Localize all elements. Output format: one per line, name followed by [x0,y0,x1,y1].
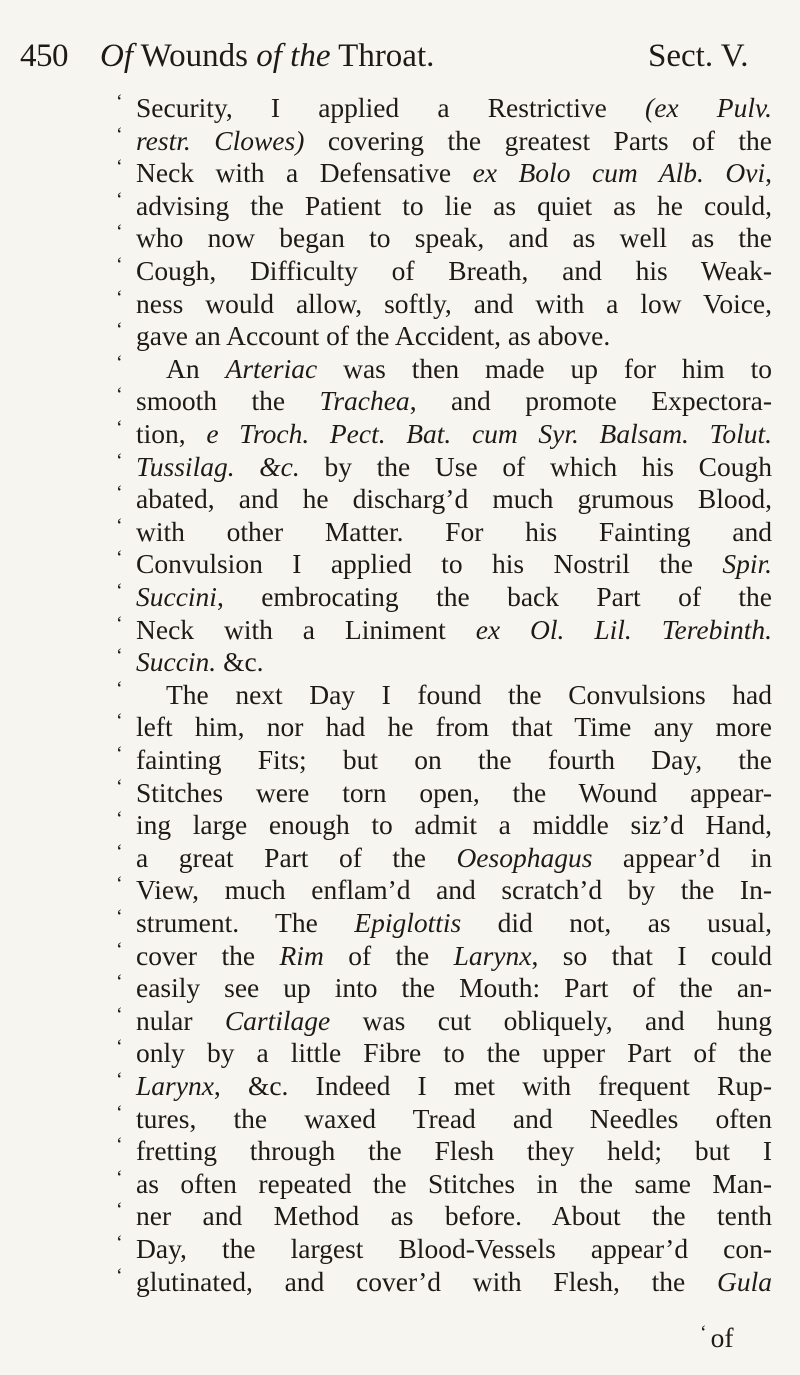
catchword-text: of [710,1322,734,1353]
line-text: fretting through the Flesh they held; but I [136,1135,772,1167]
line-quote-mark: ‘ [116,1199,123,1222]
line-text: smooth the Trachea, and promote Expectora- [136,385,772,417]
line-text: a great Part of the Oesophagus appear’d in [136,841,773,873]
line-quote-mark: ‘ [116,319,123,342]
line-text: restr. Clowes) covering the greatest Parts of the [136,124,772,156]
running-head [100,38,434,75]
text-line [0,1262,800,1302]
line-text: An Arteriac was then made up for him to [166,352,772,384]
line-text: tion, e Troch. Pect. Bat. cum Syr. Balsam. Tolut. [136,418,772,449]
line-text: gave an Account of the Accident, as above. [136,320,611,352]
line-quote-mark: ‘ [116,547,123,570]
line-text: Tussilag. &c. by the Use of which his Cough [136,450,772,482]
running-head-of-the: of the [256,38,331,74]
running-head-end: Throat. [338,38,435,74]
line-text: only by a little Fibre to the upper Part of the [136,1037,772,1069]
line-text: View, much enflam’d and scratch’d by the In- [136,874,772,906]
line-quote-mark: ‘ [116,91,123,113]
line-text: Succini, embrocating the back Part of the [136,581,772,612]
line-text: Larynx, &c. Indeed I met with frequent Rup- [136,1070,772,1101]
line-quote-mark: ‘ [116,775,123,798]
line-text: Cough, Difficulty of Breath, and his Weak- [136,255,772,286]
line-quote-mark: ‘ [116,677,123,700]
line-quote-mark: ‘ [116,808,123,831]
line-quote-mark: ‘ [116,645,123,668]
line-quote-mark: ‘ [116,1036,123,1059]
line-quote-mark: ‘ [116,417,123,439]
line-quote-mark: ‘ [116,482,123,505]
running-head-of: Of [100,38,133,74]
line-quote-mark: ‘ [116,873,123,896]
line-text: Neck with a Liniment ex Ol. Lil. Terebinth. [136,613,772,645]
line-text: as often repeated the Stitches in the same Man- [136,1167,772,1199]
line-quote-mark: ‘ [116,123,123,146]
line-quote-mark: ‘ [116,1264,123,1287]
line-text: advising the Patient to lie as quiet as he could, [136,189,772,221]
line-text: Stitches were torn open, the Wound appear- [136,776,772,808]
catchword-quote-mark: ‘ [700,1322,707,1344]
line-quote-mark: ‘ [116,1166,123,1189]
line-text: with other Matter. For his Fainting and [136,515,772,547]
line-text: easily see up into the Mouth: Part of the an- [136,972,772,1004]
line-quote-mark: ‘ [116,221,123,244]
line-text: Succin. &c. [136,646,264,678]
page-number: 450 [20,38,68,74]
line-quote-mark: ‘ [116,156,123,179]
line-text: glutinated, and cover’d with Flesh, the Gula [136,1265,772,1297]
line-quote-mark: ‘ [116,906,123,928]
line-quote-mark: ‘ [116,1134,123,1157]
line-text: Neck with a Defensative ex Bolo cum Alb. Ovi, [136,157,772,189]
catchword [700,1322,734,1354]
line-text: Day, the largest Blood-Vessels appear’d con- [136,1233,772,1264]
line-text: abated, and he discharg’d much grumous Blood, [136,483,772,515]
line-quote-mark: ‘ [116,743,123,765]
line-quote-mark: ‘ [116,188,123,211]
line-quote-mark: ‘ [116,1069,123,1091]
running-head-main: Wounds [140,38,249,74]
line-text: ing large enough to admit a middle siz’d Hand, [136,809,772,841]
line-quote-mark: ‘ [116,1101,123,1124]
line-text: The next Day I found the Convulsions had [166,678,772,710]
line-text: strument. The Epiglottis did not, as usual, [136,907,772,938]
line-text: ness would allow, softly, and with a low Voice, [136,287,772,319]
line-text: who now began to speak, and as well as the [136,222,772,254]
line-quote-mark: ‘ [116,286,123,309]
line-text: ner and Method as before. About the tenth [136,1200,772,1232]
line-quote-mark: ‘ [116,580,123,602]
line-quote-mark: ‘ [116,971,123,994]
line-text: Security, I applied a Restrictive (ex Pulv. [136,92,772,123]
line-text: Convulsion I applied to his Nostril the Spir. [136,548,772,580]
line-quote-mark: ‘ [116,449,123,472]
line-quote-mark: ‘ [116,384,123,407]
line-text: left him, nor had he from that Time any more [136,711,772,743]
line-quote-mark: ‘ [116,1003,123,1026]
page-header [0,38,800,88]
line-quote-mark: ‘ [116,710,123,733]
line-quote-mark: ‘ [116,1232,123,1254]
line-quote-mark: ‘ [116,514,123,537]
line-quote-mark: ‘ [116,612,123,635]
line-quote-mark: ‘ [116,351,123,374]
line-text: tures, the waxed Tread and Needles often [136,1102,772,1134]
line-text: nular Cartilage was cut obliquely, and hung [136,1004,772,1036]
line-text: cover the Rim of the Larynx, so that I could [136,939,772,971]
line-quote-mark: ‘ [116,840,123,863]
section-mark: Sect. V. [648,38,749,74]
line-quote-mark: ‘ [116,938,123,961]
line-quote-mark: ‘ [116,254,123,276]
line-text: fainting Fits; but on the fourth Day, the [136,744,772,775]
